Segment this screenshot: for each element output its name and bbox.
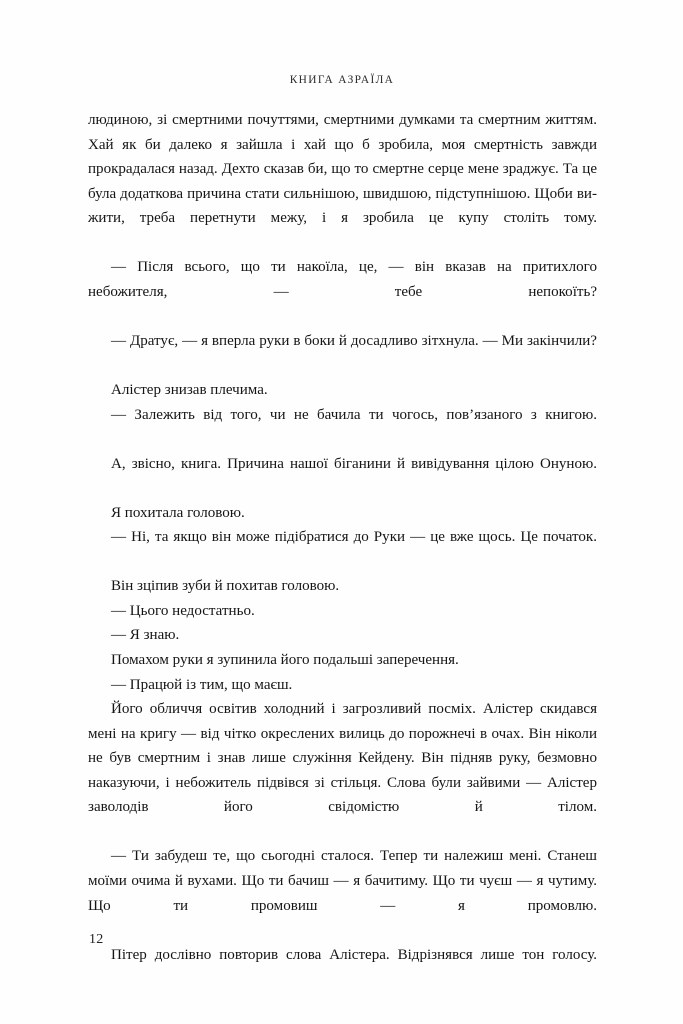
paragraph: Він зціпив зуби й похитав головою. — [111, 578, 340, 595]
paragraph: — Після всього, що ти накоїла, це, — він вказав на притихлого небожителя, — тебе непокоїть? — [88, 259, 597, 300]
paragraph: — Я знаю. — [111, 627, 180, 644]
paragraph: — Ні, та якщо він може підібратися до Руки — це вже щось. Це початок. — [111, 529, 597, 546]
paragraph: Помахом руки я зупинила його подальші заперечення. — [111, 652, 459, 669]
body-text-block — [88, 108, 597, 992]
paragraph: людиною, зі смертними почуттями, смертними думками та смертним життям. Хай як би далеко я зайшла і хай що б зробила, моя смертність завжди прокрадалася назад. Дехто сказав би, що то смертне серце мене зраджує. Та це була додаткова причина стати сильнішою, швидшою, підступнішою. Щоби вижити, треба перетнути межу, і я зробила це купу століть тому. — [88, 112, 597, 227]
paragraph: — Цього недостатньо. — [111, 602, 255, 619]
paragraph: Його обличчя освітив холодний і загрозливий посміх. Алістер скидався мені на кригу — від чітко окреслених вилиць до порожнечі в очах. Він ніколи не був смертним і знав лише служіння Кейдену. Він підняв руку, безмовно наказуючи, і небожитель підвівся зі стільця. Слова були зайвими — Алістер заволодів його свідомістю й тілом. — [88, 701, 597, 816]
paragraph: Алістер знизав плечима. — [111, 382, 268, 399]
paragraph: — Дратує, — я вперла руки в боки й досадливо зітхнула. — Ми закінчили? — [111, 332, 597, 349]
page-number: 12 — [89, 932, 104, 947]
paragraph: — Ти забудеш те, що сьогодні сталося. Тепер ти належиш мені. Станеш моїми очима й вухами. Що ти бачиш — я бачитиму. Що ти чуєш — я чутиму. Що ти промовиш — я промовлю. — [88, 848, 597, 914]
running-header: КНИГА АЗРАЇЛА — [289, 74, 395, 86]
paragraph: — Працюй із тим, що маєш. — [111, 676, 293, 693]
paragraph: Я похитала головою. — [111, 504, 245, 521]
paragraph: А, звісно, книга. Причина нашої біганини й вивідування цілою Онуною. — [111, 455, 597, 472]
paragraph: Пітер дослівно повторив слова Алістера. Відрізнявся лише тон голосу. — [111, 946, 597, 963]
paragraph: — Залежить від того, чи не бачила ти чогось, пов’язаного з книгою. — [111, 406, 597, 423]
